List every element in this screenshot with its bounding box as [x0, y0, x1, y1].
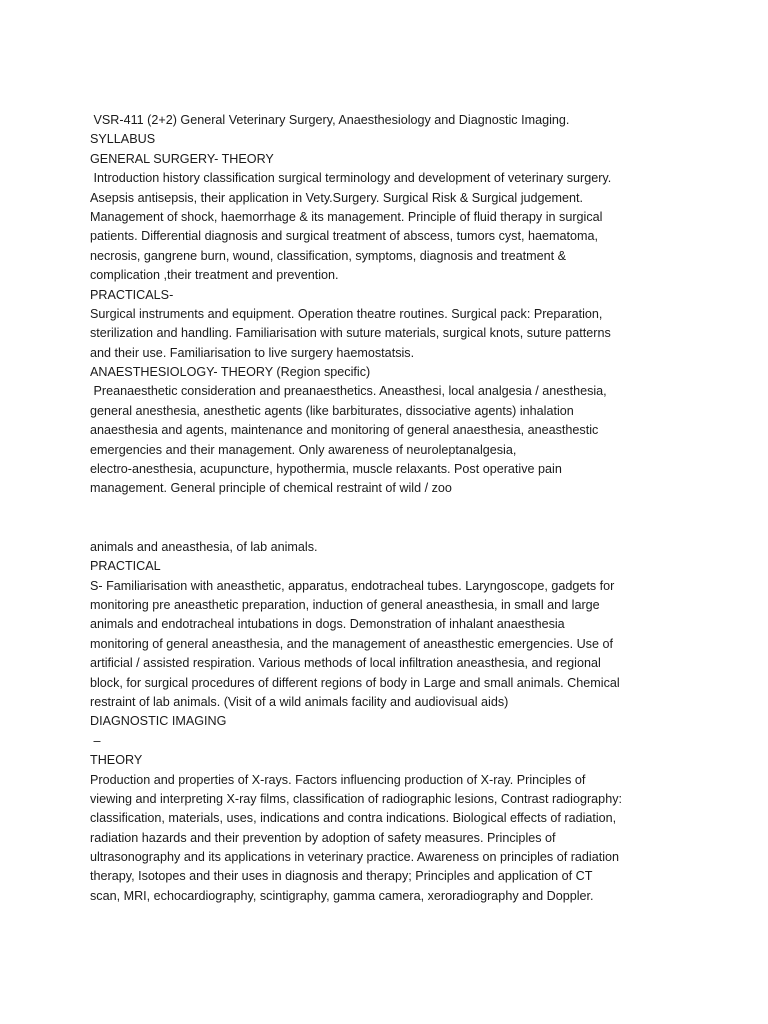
section-gap: [90, 499, 680, 538]
text-line: monitoring pre aneasthetic preparation, induction of general aneasthesia, in small and large: [90, 597, 600, 612]
document-page: [90, 111, 680, 906]
text-line: monitoring of general aneasthesia, and the management of aneasthestic emergencies. Use of: [90, 636, 613, 651]
text-line: DIAGNOSTIC IMAGING: [90, 714, 227, 729]
text-line: animals and aneasthesia, of lab animals.: [90, 539, 318, 554]
text-line: restraint of lab animals. (Visit of a wild animals facility and audiovisual aids): [90, 694, 509, 709]
text-line: necrosis, gangrene burn, wound, classification, symptoms, diagnosis and treatment &: [90, 248, 567, 263]
text-line: ANAESTHESIOLOGY- THEORY (Region specific): [90, 365, 371, 380]
text-line: Surgical instruments and equipment. Operation theatre routines. Surgical pack: Preparation,: [90, 306, 603, 321]
text-line: Production and properties of X-rays. Factors influencing production of X-ray. Principles of: [90, 772, 586, 787]
text-line: Preanaesthetic consideration and preanaesthetics. Aneasthesi, local analgesia / anesthesia,: [90, 384, 607, 399]
text-line: classification, materials, uses, indications and contra indications. Biological effects of radiation,: [90, 811, 617, 826]
text-line: therapy, Isotopes and their uses in diagnosis and therapy; Principles and application of CT: [90, 869, 593, 884]
text-line: radiation hazards and their prevention by adoption of safety measures. Principles of: [90, 830, 556, 845]
text-line: S- Familiarisation with aneasthetic, apparatus, endotracheal tubes. Laryngoscope, gadgets for: [90, 578, 615, 593]
text-line: patients. Differential diagnosis and surgical treatment of abscess, tumors cyst, haematoma,: [90, 229, 598, 244]
text-line: and their use. Familiarisation to live surgery haemostatsis.: [90, 345, 415, 360]
text-line: electro-anesthesia, acupuncture, hypothermia, muscle relaxants. Post operative pain: [90, 462, 562, 477]
text-line: Management of shock, haemorrhage & its management. Principle of fluid therapy in surgical: [90, 209, 603, 224]
text-line: Introduction history classification surgical terminology and development of veterinary surgery.: [90, 171, 612, 186]
text-block-2: [90, 538, 680, 906]
text-block-1: [90, 111, 680, 499]
text-line: viewing and interpreting X-ray films, classification of radiographic lesions, Contrast radiography:: [90, 791, 622, 806]
text-line: anaesthesia and agents, maintenance and monitoring of general anaesthesia, aneasthestic: [90, 423, 599, 438]
text-line: PRACTICAL: [90, 559, 161, 574]
text-line: ultrasonography and its applications in veterinary practice. Awareness on principles of radiation: [90, 850, 620, 865]
text-line: GENERAL SURGERY- THEORY: [90, 151, 274, 166]
text-line: Asepsis antisepsis, their application in Vety.Surgery. Surgical Risk & Surgical judgement.: [90, 190, 584, 205]
text-line: scan, MRI, echocardiography, scintigraphy, gamma camera, xeroradiography and Doppler.: [90, 888, 594, 903]
text-line: PRACTICALS-: [90, 287, 174, 302]
text-line: emergencies and their management. Only awareness of neuroleptanalgesia,: [90, 442, 517, 457]
text-line: artificial / assisted respiration. Various methods of local infiltration aneasthesia, and regional: [90, 656, 601, 671]
text-line: management. General principle of chemical restraint of wild / zoo: [90, 481, 452, 496]
text-line: animals and endotracheal intubations in dogs. Demonstration of inhalant anaesthesia: [90, 617, 565, 632]
text-line: block, for surgical procedures of different regions of body in Large and small animals. Chemical: [90, 675, 620, 690]
text-line: SYLLABUS: [90, 132, 156, 147]
text-line: THEORY: [90, 753, 143, 768]
text-line: –: [90, 733, 101, 748]
text-line: general anesthesia, anesthetic agents (like barbiturates, dissociative agents) inhalation: [90, 403, 574, 418]
text-line: sterilization and handling. Familiarisation with suture materials, surgical knots, suture patterns: [90, 326, 611, 341]
text-line: complication ,their treatment and prevention.: [90, 268, 339, 283]
text-line: VSR-411 (2+2) General Veterinary Surgery, Anaesthesiology and Diagnostic Imaging.: [90, 113, 570, 127]
